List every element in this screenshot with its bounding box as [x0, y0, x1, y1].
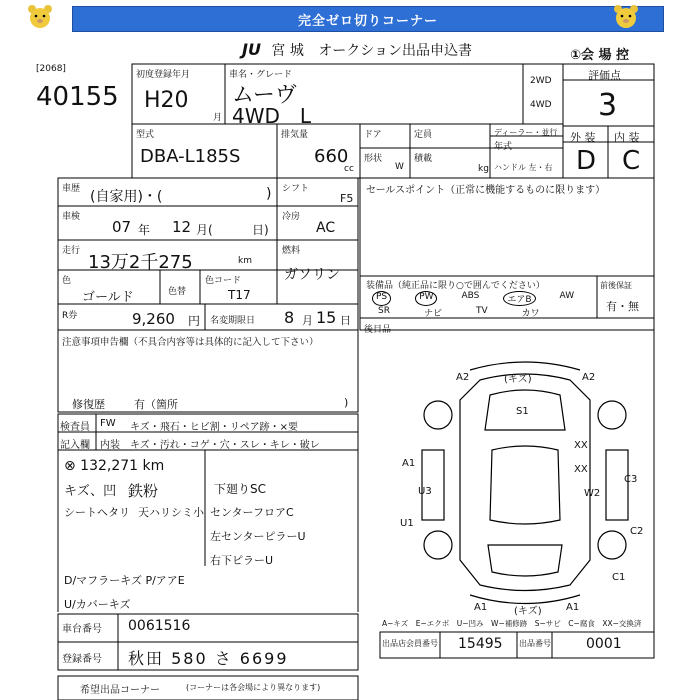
- handwritten-note: 天ハリシミ小: [138, 506, 204, 519]
- recycle-value: 9,260: [132, 310, 175, 328]
- cooler-value: AC: [316, 220, 336, 236]
- lot-code-value: 0001: [586, 636, 622, 652]
- fw-prefix: FW: [100, 418, 116, 429]
- diagram-mark: W2: [584, 488, 601, 499]
- repair-history-label: 修復歴: [72, 398, 105, 411]
- door-label: ドア: [364, 130, 382, 140]
- inspection-year-unit: 年: [138, 223, 151, 237]
- plate-value: 秋田 580 さ 6699: [128, 649, 289, 668]
- member-value: 15495: [458, 636, 503, 652]
- form-id: [2068]: [36, 64, 66, 74]
- diagram-mark: U3: [418, 486, 432, 497]
- inspection-label: 車検: [62, 212, 81, 222]
- equipment-item: ナビ: [423, 309, 442, 319]
- usage-close: ): [266, 186, 272, 202]
- inspection-month-unit: 月(: [196, 223, 213, 237]
- mileage-unit: km: [238, 256, 252, 266]
- fuel-label: 燃料: [282, 246, 301, 256]
- plate-label: 登録番号: [62, 654, 102, 665]
- name-change-month: 8: [284, 308, 295, 327]
- equipment-item: AW: [559, 291, 575, 301]
- exterior-score: D: [576, 146, 597, 176]
- diagram-mark: A2: [456, 372, 470, 383]
- repaint-label: 色替: [168, 287, 187, 297]
- first-reg-month-label: 月: [213, 113, 223, 123]
- inspection-year: 07: [112, 218, 132, 236]
- inspector-entry-label: 記入欄: [60, 440, 90, 451]
- shift-value: F5: [340, 192, 354, 205]
- lot-number: 40155: [36, 82, 119, 112]
- repair-history-value: 有（箇所: [134, 398, 178, 411]
- venue-name: 宮 城: [271, 43, 304, 59]
- no-smoke-label: 前後保証: [600, 281, 632, 290]
- car-name-label: 車名・グレード: [229, 70, 293, 80]
- equipment-item: PS: [372, 291, 391, 306]
- mileage-value: 13万2千275: [88, 252, 193, 273]
- shift-label: シフト: [282, 184, 310, 194]
- handwritten-note: 鉄粉: [128, 482, 159, 500]
- color-value: ゴールド: [82, 290, 134, 305]
- inspection-day-unit: 日): [252, 223, 269, 237]
- first-reg-label: 初度登録年月: [136, 70, 191, 80]
- score-header: 評価点: [588, 69, 621, 82]
- color-code-value: T17: [228, 288, 251, 302]
- sales-point-label: セールスポイント（正常に機能するものに限ります）: [366, 185, 606, 196]
- exterior-label: 外 装: [570, 131, 596, 144]
- fuel-value: ガソリン: [284, 267, 340, 283]
- interior-prefix: 内装: [100, 440, 120, 451]
- zero-cut-banner: 完全ゼロ切りコーナー: [72, 6, 664, 32]
- mileage-label: 走行: [62, 246, 81, 256]
- load-unit: kg: [478, 164, 489, 174]
- damage-legend: A−キズ E−エクボ U−凹み W−補修跡 S−サビ C−腐食 XX−交換済: [382, 619, 642, 628]
- handwritten-note: 右下ピラーU: [210, 554, 274, 567]
- diagram-mark: A1: [474, 602, 488, 613]
- repair-history-close: ): [344, 396, 349, 409]
- handwritten-note: センターフロアC: [210, 506, 294, 519]
- recycle-label: R券: [62, 311, 78, 321]
- ju-logo: JU: [242, 40, 261, 59]
- color-label: 色: [62, 276, 72, 286]
- diagram-mark: A1: [402, 458, 416, 469]
- name-change-day-unit: 日: [340, 314, 351, 327]
- first-reg-value: H20: [144, 88, 189, 113]
- document-title: オークション出品申込書: [318, 43, 473, 59]
- car-grade-value: 4WD L: [232, 104, 312, 128]
- 4wd-label: 4WD: [530, 100, 552, 110]
- load-label: 積載: [414, 154, 433, 164]
- shape-w-mark: W: [395, 162, 404, 172]
- member-label: 出品店会員番号: [382, 639, 438, 648]
- interior-score: C: [622, 146, 641, 176]
- inspection-month: 12: [172, 218, 192, 236]
- equipment-row-1: [372, 291, 574, 306]
- model-label: 型式: [136, 130, 155, 140]
- handwritten-note: シートヘタリ: [64, 506, 130, 519]
- usage-label: 車歴: [62, 184, 81, 194]
- cc-unit: cc: [344, 164, 354, 174]
- fw-check-row: キズ・飛石・ヒビ割・リペア跡・×要: [130, 422, 298, 433]
- year-label: 年式: [494, 142, 513, 152]
- equipment-item: カワ: [521, 309, 540, 319]
- handwritten-note: D/マフラーキズ P/アアE: [64, 574, 185, 587]
- equipment-item: PW: [415, 291, 437, 306]
- shape-label: 形状: [364, 154, 383, 164]
- diagram-mark: C3: [624, 474, 638, 485]
- handwritten-note: U/カバーキズ: [64, 598, 131, 611]
- diagram-mark: A2: [582, 372, 596, 383]
- recycle-unit: 円: [188, 314, 201, 328]
- wish-corner-note: (コーナーは各会場により異なります): [186, 683, 321, 692]
- equipment-item: エアB: [503, 291, 535, 306]
- equipment-item: ABS: [461, 291, 480, 301]
- name-change-day: 15: [316, 308, 337, 327]
- car-name-value: ムーヴ: [232, 83, 297, 108]
- chassis-label: 車台番号: [62, 624, 102, 635]
- diagram-mark: (キズ): [514, 606, 542, 617]
- handle-label: ハンドル 左・右: [494, 163, 553, 172]
- notes-label: 注意事項申告欄（不具合内容等は具体的に記入して下さい）: [62, 337, 319, 348]
- cooler-label: 冷房: [282, 212, 301, 222]
- diagram-mark: (キズ): [504, 374, 532, 385]
- handwritten-note: キズ、凹: [64, 484, 117, 499]
- interior-check-row: キズ・汚れ・コゲ・穴・スレ・キレ・破レ: [130, 440, 320, 451]
- handwritten-note: 左センターピラーU: [210, 530, 306, 543]
- score-value: 3: [598, 88, 618, 123]
- rear-item-label: 後目品: [364, 325, 392, 335]
- diagram-mark: XX: [574, 464, 588, 475]
- capacity-label: 定員: [414, 130, 433, 140]
- diagram-mark: C1: [612, 572, 626, 583]
- diagram-mark: U1: [400, 518, 414, 529]
- cc-label: 排気量: [281, 130, 309, 140]
- wish-corner-label: 希望出品コーナー: [80, 685, 160, 696]
- diagram-mark: S1: [516, 406, 529, 417]
- no-smoke-value: 有・無: [606, 300, 639, 313]
- equipment-row-2: [378, 306, 540, 319]
- color-code-label: 色コード: [205, 276, 242, 286]
- lot-code-label: 出品番号: [519, 639, 551, 648]
- handwritten-mileage: ⊗ 132,271 km: [64, 458, 165, 474]
- inspector-label: 検査員: [60, 422, 90, 433]
- venue-copy-label: ①会 場 控: [570, 48, 630, 63]
- name-change-label: 名変期限日: [210, 316, 256, 326]
- equipment-item: SR: [378, 306, 390, 316]
- cc-value: 660: [314, 146, 349, 167]
- 2wd-label: 2WD: [530, 76, 552, 86]
- usage-value: (自家用)・(: [90, 189, 163, 205]
- interior-label: 内 装: [614, 131, 640, 144]
- dealer-label: ディーラー・並行: [494, 128, 558, 137]
- diagram-mark: XX: [574, 440, 588, 451]
- handwritten-note: 下廻りSC: [214, 482, 266, 496]
- diagram-mark: C2: [630, 526, 644, 537]
- diagram-mark: A1: [566, 602, 580, 613]
- chassis-value: 0061516: [128, 618, 191, 634]
- equipment-item: TV: [475, 306, 488, 316]
- equipment-label: 装備品（純正品に限り○で囲んでください）: [366, 281, 545, 291]
- model-value: DBA-L185S: [140, 146, 241, 167]
- name-change-month-unit: 月: [302, 314, 313, 327]
